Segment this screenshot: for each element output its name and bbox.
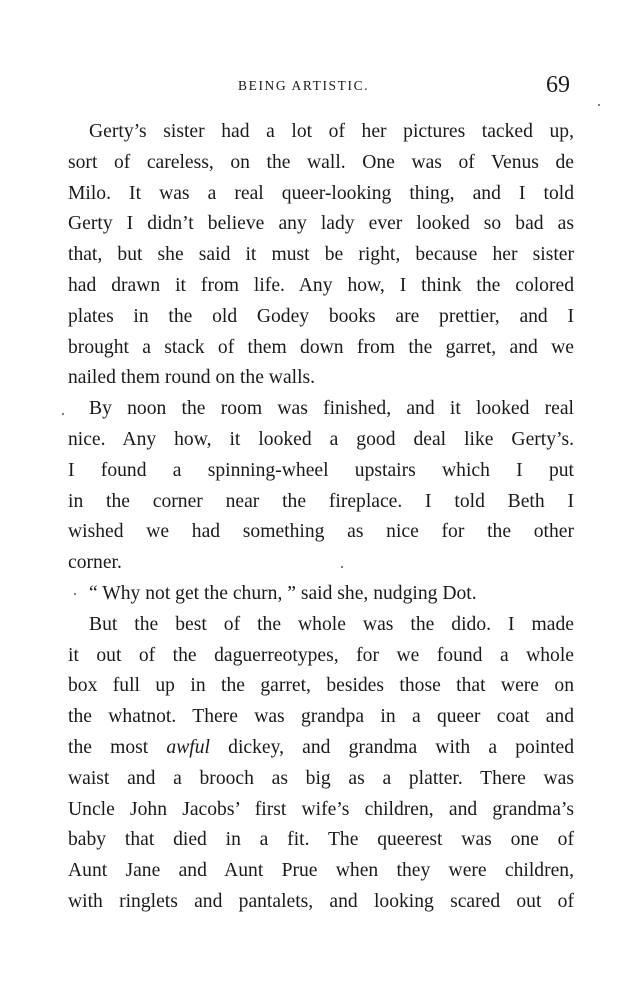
- text-line: the whatnot. There was grandpa in a queer coat and: [68, 706, 574, 728]
- text-line: brought a stack of them down from the garret, and we: [68, 336, 574, 358]
- text-line-italic: [68, 733, 574, 764]
- text-line: nailed them round on the walls.: [68, 367, 316, 389]
- text-line: Uncle John Jacobs’ first wife’s children, and grandma’s: [68, 798, 574, 820]
- text-line: waist and a brooch as big as a platter. There was: [68, 767, 574, 789]
- scan-speck: [74, 593, 76, 595]
- text-line: it out of the daguerreotypes, for we found a whole: [68, 644, 574, 666]
- text-line: had drawn it from life. Any how, I think the colored: [68, 274, 574, 296]
- running-head: [0, 72, 641, 102]
- text-line: plates in the old Godey books are prettier, and I: [68, 305, 574, 327]
- page-number: 69: [546, 72, 570, 98]
- text-run: dickey, and grandma with a pointed: [209, 736, 575, 758]
- text-line: By noon the room was finished, and it looked real: [89, 398, 574, 420]
- text-line: Gerty’s sister had a lot of her pictures tacked up,: [89, 121, 574, 142]
- text-line: Milo. It was a real queer-looking thing, and I told: [68, 182, 574, 204]
- text-line: with ringlets and pantalets, and looking scared out of: [68, 890, 574, 912]
- text-line: “ Why not get the churn, ” said she, nudging Dot.: [89, 582, 477, 604]
- text-run: the most: [68, 736, 167, 758]
- scan-speck: [598, 104, 600, 106]
- body-text: [68, 117, 574, 918]
- text-line: in the corner near the fireplace. I told Beth I: [68, 490, 574, 512]
- text-line: Aunt Jane and Aunt Prue when they were children,: [68, 860, 574, 882]
- scan-speck: [341, 566, 343, 568]
- text-line: baby that died in a fit. The queerest was one of: [68, 829, 574, 851]
- scan-speck: [62, 413, 64, 415]
- text-line: I found a spinning-wheel upstairs which I put: [68, 459, 574, 481]
- text-line: But the best of the whole was the dido. I made: [89, 613, 574, 635]
- text-line: corner.: [68, 552, 122, 574]
- text-line: that, but she said it must be right, because her sister: [68, 244, 574, 266]
- text-line: nice. Any how, it looked a good deal like Gerty’s.: [68, 428, 574, 450]
- text-line: wished we had something as nice for the other: [68, 521, 574, 543]
- text-line: Gerty I didn’t believe any lady ever looked so bad as: [68, 213, 574, 235]
- italic-word: awful: [166, 736, 210, 758]
- text-line: sort of careless, on the wall. One was of Venus de: [68, 151, 574, 173]
- running-head-title: BEING ARTISTIC.: [238, 78, 370, 93]
- text-line: box full up in the garret, besides those that were on: [68, 675, 574, 697]
